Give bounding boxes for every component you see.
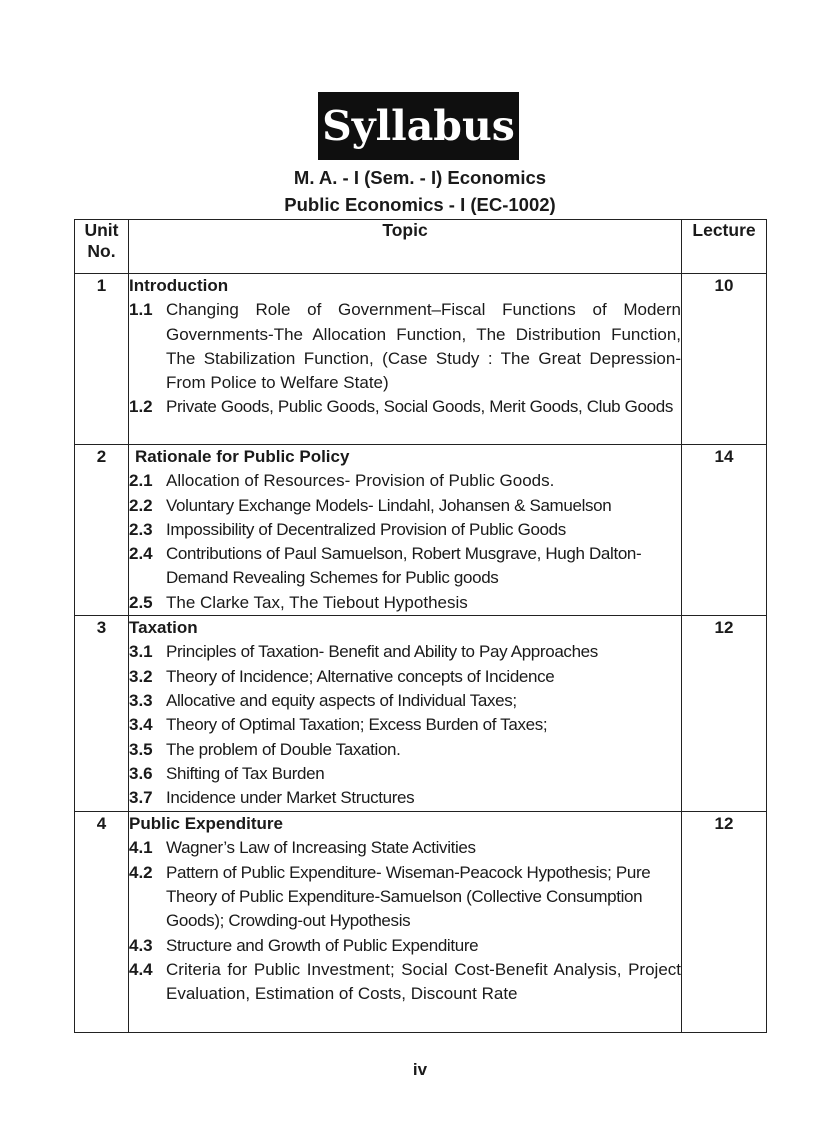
item-number: 1.1 bbox=[129, 300, 153, 320]
table-row bbox=[75, 274, 767, 445]
item-text: Allocation of Resources- Provision of Public Goods. bbox=[166, 471, 555, 491]
item-text: Theory of Optimal Taxation; Excess Burden of Taxes; bbox=[166, 715, 548, 735]
item-number: 2.5 bbox=[129, 592, 153, 612]
item-text: Private Goods, Public Goods, Social Goods, Merit Goods, Club Goods bbox=[166, 397, 673, 417]
item-number: 4.4 bbox=[129, 959, 153, 979]
syllabus-title-banner bbox=[318, 92, 519, 160]
item-number: 4.1 bbox=[129, 838, 153, 858]
unit-title: Introduction bbox=[129, 276, 229, 295]
topic-item bbox=[129, 591, 681, 615]
item-text: Pattern of Public Expenditure- Wiseman-Peacock Hypothesis; Pure Theory of Public Expenditure-Samuelson (Collective Consumption Goods); Crowding-out Hypothesis bbox=[166, 862, 651, 931]
unit-title: Rationale for Public Policy bbox=[135, 447, 350, 466]
item-text: Criteria for Public Investment; Social Cost-Benefit Analysis, Project Evaluation, Estimation of Costs, Discount Rate bbox=[166, 959, 681, 1004]
item-text: Theory of Incidence; Alternative concepts of Incidence bbox=[166, 666, 555, 686]
topic-cell bbox=[129, 445, 682, 616]
topic-item bbox=[129, 518, 681, 542]
item-text: Shifting of Tax Burden bbox=[166, 763, 325, 783]
item-text: Contributions of Paul Samuelson, Robert Musgrave, Hugh Dalton- Demand Revealing Schemes for Public goods bbox=[166, 544, 642, 588]
unit-title: Public Expenditure bbox=[129, 814, 283, 834]
syllabus-table bbox=[74, 219, 767, 1033]
topic-item bbox=[129, 665, 681, 689]
item-number: 3.5 bbox=[129, 739, 153, 759]
unit-title: Taxation bbox=[129, 618, 198, 638]
lecture-count: 14 bbox=[682, 445, 767, 616]
table-row bbox=[75, 616, 767, 812]
item-number: 3.7 bbox=[129, 788, 153, 808]
item-number: 2.1 bbox=[129, 471, 153, 491]
item-text: The Clarke Tax, The Tiebout Hypothesis bbox=[166, 592, 468, 612]
item-text: Allocative and equity aspects of Individual Taxes; bbox=[166, 690, 517, 710]
topic-cell bbox=[129, 812, 682, 1033]
table-header-row bbox=[75, 220, 767, 274]
lecture-count: 12 bbox=[682, 812, 767, 1033]
paper-subtitle: Public Economics - I (EC-1002) bbox=[284, 194, 556, 215]
topic-item bbox=[129, 836, 681, 860]
item-number: 3.6 bbox=[129, 763, 153, 783]
topic-item bbox=[129, 395, 681, 419]
topic-item bbox=[129, 542, 681, 591]
topic-item bbox=[129, 738, 681, 762]
item-text: Principles of Taxation- Benefit and Ability to Pay Approaches bbox=[166, 642, 598, 662]
course-subtitle: M. A. - I (Sem. - I) Economics bbox=[293, 167, 547, 188]
item-number: 3.1 bbox=[129, 642, 153, 662]
topic-item bbox=[129, 689, 681, 713]
topic-item bbox=[129, 494, 681, 518]
page-number: iv bbox=[412, 1060, 428, 1079]
header-topic: Topic bbox=[129, 220, 682, 274]
lecture-count: 12 bbox=[682, 616, 767, 812]
item-number: 4.3 bbox=[129, 935, 153, 955]
table-row bbox=[75, 445, 767, 616]
topic-item bbox=[129, 640, 681, 664]
item-number: 3.3 bbox=[129, 690, 153, 710]
header-unit-no: Unit No. bbox=[75, 220, 129, 274]
item-number: 2.3 bbox=[129, 519, 153, 539]
topic-item bbox=[129, 958, 681, 1007]
lecture-count: 10 bbox=[682, 274, 767, 445]
topic-item bbox=[129, 934, 681, 958]
table-row bbox=[75, 812, 767, 1033]
topic-item bbox=[129, 713, 681, 737]
item-number: 4.2 bbox=[129, 862, 153, 882]
item-number: 3.2 bbox=[129, 666, 153, 686]
item-text: Voluntary Exchange Models- Lindahl, Johansen & Samuelson bbox=[166, 495, 612, 515]
item-text: The problem of Double Taxation. bbox=[166, 739, 401, 759]
item-text: Wagner’s Law of Increasing State Activities bbox=[166, 838, 476, 858]
unit-number: 2 bbox=[75, 445, 129, 616]
topic-cell bbox=[129, 616, 682, 812]
item-number: 2.2 bbox=[129, 495, 153, 515]
header-lecture: Lecture bbox=[682, 220, 767, 274]
topic-item bbox=[129, 469, 681, 493]
item-text: Incidence under Market Structures bbox=[166, 788, 415, 808]
item-number: 2.4 bbox=[129, 544, 153, 564]
item-text: Impossibility of Decentralized Provision of Public Goods bbox=[166, 519, 566, 539]
unit-number: 4 bbox=[75, 812, 129, 1033]
unit-number: 1 bbox=[75, 274, 129, 445]
topic-item bbox=[129, 861, 681, 934]
topic-item bbox=[129, 762, 681, 786]
item-number: 3.4 bbox=[129, 715, 153, 735]
page-title: Syllabus bbox=[322, 102, 515, 150]
topic-item bbox=[129, 786, 681, 810]
item-number: 1.2 bbox=[129, 397, 153, 417]
topic-item bbox=[129, 298, 681, 395]
unit-number: 3 bbox=[75, 616, 129, 812]
topic-cell bbox=[129, 274, 682, 445]
item-text: Structure and Growth of Public Expenditure bbox=[166, 935, 479, 955]
item-text: Changing Role of Government–Fiscal Functions of Modern Governments-The Allocation Function, The Distribution Function, The Stabilization Function, (Case Study : The Great Depression- From Police to Welfare State) bbox=[166, 300, 681, 393]
